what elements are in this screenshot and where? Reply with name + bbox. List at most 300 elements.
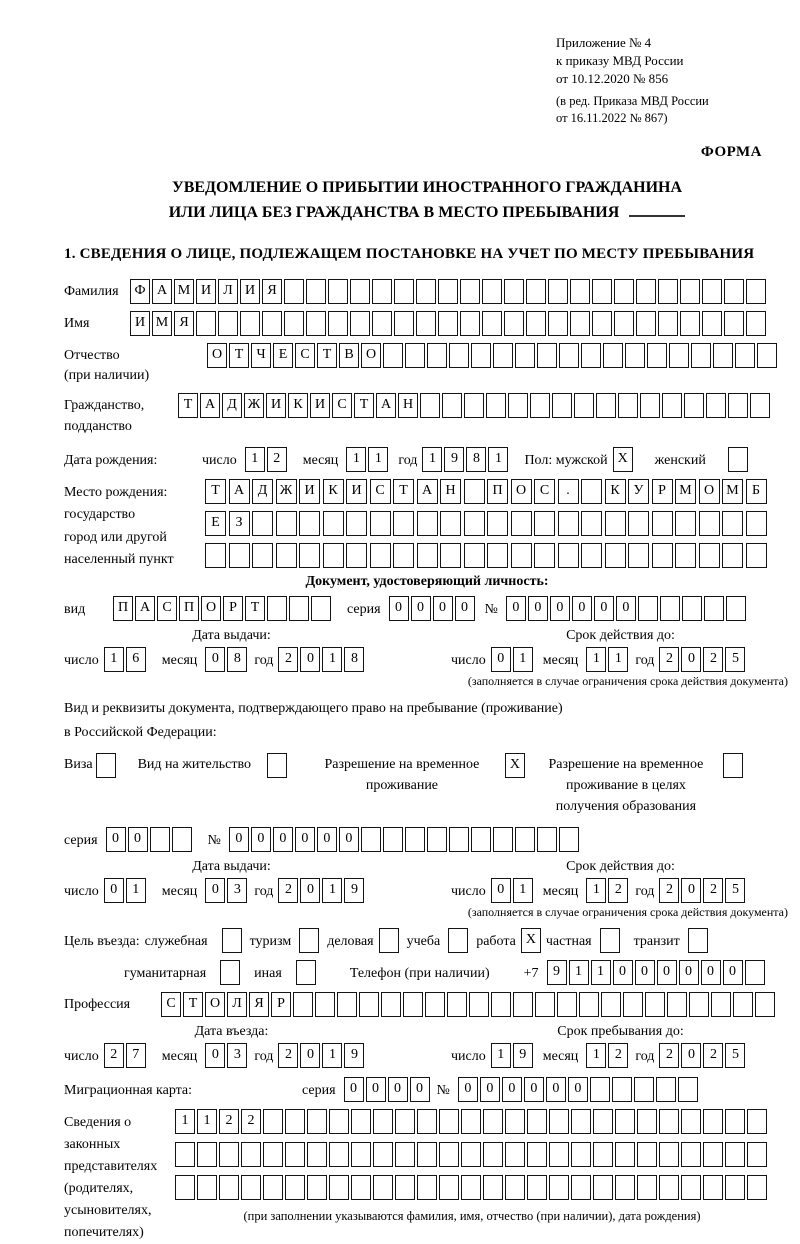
char-cell[interactable]	[240, 311, 260, 336]
char-cell[interactable]	[659, 1109, 679, 1134]
char-cell[interactable]: Ж	[244, 393, 264, 418]
char-cell[interactable]	[625, 343, 645, 368]
char-cell[interactable]: К	[323, 479, 344, 504]
char-cell[interactable]	[684, 393, 704, 418]
char-cell[interactable]	[745, 960, 765, 985]
char-cell[interactable]: А	[152, 279, 172, 304]
char-cell[interactable]	[726, 596, 746, 621]
char-cell[interactable]	[636, 279, 656, 304]
char-cell[interactable]: 5	[725, 647, 745, 672]
char-cell[interactable]	[416, 311, 436, 336]
char-cell[interactable]	[393, 543, 414, 568]
char-cell[interactable]: В	[339, 343, 359, 368]
char-cell[interactable]: И	[299, 479, 320, 504]
char-cell[interactable]	[534, 543, 555, 568]
char-cell[interactable]	[593, 1175, 613, 1200]
char-cell[interactable]	[505, 1175, 525, 1200]
char-cell[interactable]	[285, 1109, 305, 1134]
char-cell[interactable]: 0	[679, 960, 699, 985]
char-cell[interactable]	[464, 511, 485, 536]
char-cell[interactable]: П	[487, 479, 508, 504]
char-cell[interactable]	[558, 511, 579, 536]
char-cell[interactable]: Т	[183, 992, 203, 1017]
char-cell[interactable]: 0	[366, 1077, 386, 1102]
char-cell[interactable]	[638, 596, 658, 621]
char-cell[interactable]	[417, 1109, 437, 1134]
char-cell[interactable]	[689, 992, 709, 1017]
char-cell[interactable]	[645, 992, 665, 1017]
char-cell[interactable]: Т	[205, 479, 226, 504]
char-cell[interactable]	[733, 992, 753, 1017]
char-cell[interactable]	[461, 1109, 481, 1134]
char-cell[interactable]	[464, 393, 484, 418]
char-cell[interactable]	[515, 827, 535, 852]
char-cell[interactable]: 0	[317, 827, 337, 852]
char-cell[interactable]: 2	[104, 1043, 124, 1068]
char-cell[interactable]	[513, 992, 533, 1017]
char-cell[interactable]: 0	[550, 596, 570, 621]
char-cell[interactable]	[537, 827, 557, 852]
char-cell[interactable]: 0	[205, 878, 225, 903]
char-cell[interactable]	[493, 827, 513, 852]
char-cell[interactable]	[427, 827, 447, 852]
char-cell[interactable]	[218, 311, 238, 336]
char-cell[interactable]	[370, 511, 391, 536]
char-cell[interactable]	[634, 1077, 654, 1102]
char-cell[interactable]	[526, 311, 546, 336]
char-cell[interactable]: Т	[229, 343, 249, 368]
char-cell[interactable]: 9	[344, 878, 364, 903]
char-cell[interactable]	[449, 343, 469, 368]
char-cell[interactable]	[323, 511, 344, 536]
char-cell[interactable]	[241, 1175, 261, 1200]
char-cell[interactable]	[405, 827, 425, 852]
char-cell[interactable]	[527, 1109, 547, 1134]
char-cell[interactable]	[417, 1175, 437, 1200]
char-cell[interactable]: Ч	[251, 343, 271, 368]
char-cell[interactable]	[289, 596, 309, 621]
char-cell[interactable]	[346, 543, 367, 568]
char-cell[interactable]	[482, 279, 502, 304]
char-cell[interactable]	[395, 1175, 415, 1200]
char-cell[interactable]	[596, 393, 616, 418]
char-cell[interactable]: 1	[175, 1109, 195, 1134]
char-cell[interactable]: 2	[703, 647, 723, 672]
char-cell[interactable]	[267, 596, 287, 621]
char-cell[interactable]	[656, 1077, 676, 1102]
char-cell[interactable]: 2	[241, 1109, 261, 1134]
char-cell[interactable]	[623, 992, 643, 1017]
char-cell[interactable]	[416, 279, 436, 304]
char-cell[interactable]	[537, 343, 557, 368]
char-cell[interactable]	[229, 543, 250, 568]
char-cell[interactable]	[346, 511, 367, 536]
char-cell[interactable]: .	[558, 479, 579, 504]
char-cell[interactable]: 5	[725, 1043, 745, 1068]
char-cell[interactable]	[581, 511, 602, 536]
char-cell[interactable]: 0	[657, 960, 677, 985]
char-cell[interactable]: 7	[126, 1043, 146, 1068]
char-cell[interactable]: Т	[178, 393, 198, 418]
char-cell[interactable]: Т	[393, 479, 414, 504]
char-cell[interactable]	[636, 311, 656, 336]
char-cell[interactable]	[593, 1109, 613, 1134]
char-cell[interactable]	[757, 343, 777, 368]
char-cell[interactable]	[755, 992, 775, 1017]
char-cell[interactable]	[276, 511, 297, 536]
char-cell[interactable]	[197, 1142, 217, 1167]
char-cell[interactable]	[706, 393, 726, 418]
char-cell[interactable]	[615, 1142, 635, 1167]
char-cell[interactable]	[728, 393, 748, 418]
char-cell[interactable]: 0	[300, 878, 320, 903]
char-cell[interactable]: 1	[586, 878, 606, 903]
char-cell[interactable]	[581, 543, 602, 568]
char-cell[interactable]: 0	[410, 1077, 430, 1102]
purpose-study-checkbox[interactable]	[448, 928, 468, 953]
char-cell[interactable]	[464, 543, 485, 568]
char-cell[interactable]	[658, 279, 678, 304]
purpose-official-checkbox[interactable]	[222, 928, 242, 953]
char-cell[interactable]: Ф	[130, 279, 150, 304]
char-cell[interactable]	[328, 279, 348, 304]
char-cell[interactable]	[461, 1142, 481, 1167]
char-cell[interactable]	[669, 343, 689, 368]
char-cell[interactable]	[628, 543, 649, 568]
char-cell[interactable]	[559, 343, 579, 368]
char-cell[interactable]	[647, 343, 667, 368]
char-cell[interactable]: 0	[723, 960, 743, 985]
char-cell[interactable]: 0	[300, 1043, 320, 1068]
char-cell[interactable]: 0	[205, 1043, 225, 1068]
char-cell[interactable]	[263, 1142, 283, 1167]
char-cell[interactable]	[285, 1175, 305, 1200]
char-cell[interactable]: 0	[528, 596, 548, 621]
char-cell[interactable]: 1	[586, 647, 606, 672]
char-cell[interactable]: 0	[344, 1077, 364, 1102]
char-cell[interactable]	[571, 1109, 591, 1134]
char-cell[interactable]	[746, 279, 766, 304]
char-cell[interactable]	[637, 1142, 657, 1167]
char-cell[interactable]	[252, 511, 273, 536]
char-cell[interactable]	[659, 1142, 679, 1167]
char-cell[interactable]	[219, 1175, 239, 1200]
char-cell[interactable]: 0	[568, 1077, 588, 1102]
char-cell[interactable]: 1	[513, 647, 533, 672]
char-cell[interactable]	[175, 1175, 195, 1200]
char-cell[interactable]	[515, 343, 535, 368]
char-cell[interactable]	[285, 1142, 305, 1167]
char-cell[interactable]: 2	[703, 878, 723, 903]
char-cell[interactable]	[491, 992, 511, 1017]
purpose-humanitarian-checkbox[interactable]	[220, 960, 240, 985]
char-cell[interactable]	[614, 279, 634, 304]
char-cell[interactable]: Н	[440, 479, 461, 504]
char-cell[interactable]	[425, 992, 445, 1017]
char-cell[interactable]	[570, 311, 590, 336]
char-cell[interactable]	[395, 1109, 415, 1134]
char-cell[interactable]: 0	[295, 827, 315, 852]
char-cell[interactable]: Т	[317, 343, 337, 368]
char-cell[interactable]	[471, 827, 491, 852]
char-cell[interactable]	[637, 1175, 657, 1200]
char-cell[interactable]: М	[675, 479, 696, 504]
char-cell[interactable]	[351, 1142, 371, 1167]
char-cell[interactable]: Т	[354, 393, 374, 418]
char-cell[interactable]	[725, 1175, 745, 1200]
char-cell[interactable]	[724, 279, 744, 304]
char-cell[interactable]: 1	[488, 447, 508, 472]
char-cell[interactable]	[549, 1109, 569, 1134]
char-cell[interactable]: 0	[491, 878, 511, 903]
char-cell[interactable]	[263, 1175, 283, 1200]
char-cell[interactable]: О	[511, 479, 532, 504]
char-cell[interactable]: С	[370, 479, 391, 504]
char-cell[interactable]	[460, 279, 480, 304]
char-cell[interactable]	[196, 311, 216, 336]
char-cell[interactable]	[205, 543, 226, 568]
char-cell[interactable]	[735, 343, 755, 368]
char-cell[interactable]: 2	[278, 1043, 298, 1068]
char-cell[interactable]	[350, 311, 370, 336]
char-cell[interactable]	[652, 543, 673, 568]
char-cell[interactable]: Р	[652, 479, 673, 504]
char-cell[interactable]: 0	[506, 596, 526, 621]
char-cell[interactable]	[417, 511, 438, 536]
char-cell[interactable]	[307, 1142, 327, 1167]
char-cell[interactable]	[581, 343, 601, 368]
temp-residence-edu-checkbox[interactable]	[723, 753, 743, 778]
char-cell[interactable]	[682, 596, 702, 621]
char-cell[interactable]: С	[157, 596, 177, 621]
char-cell[interactable]	[483, 1142, 503, 1167]
char-cell[interactable]	[526, 279, 546, 304]
char-cell[interactable]	[605, 511, 626, 536]
char-cell[interactable]	[614, 311, 634, 336]
char-cell[interactable]	[372, 311, 392, 336]
char-cell[interactable]	[417, 1142, 437, 1167]
char-cell[interactable]	[461, 1175, 481, 1200]
char-cell[interactable]	[262, 311, 282, 336]
temp-residence-checkbox[interactable]: X	[505, 753, 525, 778]
char-cell[interactable]	[405, 343, 425, 368]
char-cell[interactable]: 8	[344, 647, 364, 672]
char-cell[interactable]	[552, 393, 572, 418]
char-cell[interactable]	[329, 1175, 349, 1200]
char-cell[interactable]: М	[722, 479, 743, 504]
char-cell[interactable]	[263, 1109, 283, 1134]
char-cell[interactable]	[460, 311, 480, 336]
sex-male-checkbox[interactable]: X	[613, 447, 633, 472]
char-cell[interactable]	[383, 343, 403, 368]
char-cell[interactable]: Я	[262, 279, 282, 304]
char-cell[interactable]	[592, 279, 612, 304]
char-cell[interactable]: Д	[222, 393, 242, 418]
char-cell[interactable]: 0	[701, 960, 721, 985]
char-cell[interactable]	[659, 1175, 679, 1200]
char-cell[interactable]	[329, 1109, 349, 1134]
char-cell[interactable]	[359, 992, 379, 1017]
char-cell[interactable]: И	[346, 479, 367, 504]
char-cell[interactable]	[558, 543, 579, 568]
char-cell[interactable]	[439, 1142, 459, 1167]
char-cell[interactable]	[660, 596, 680, 621]
char-cell[interactable]	[579, 992, 599, 1017]
char-cell[interactable]: 1	[368, 447, 388, 472]
char-cell[interactable]: И	[310, 393, 330, 418]
char-cell[interactable]: 0	[458, 1077, 478, 1102]
char-cell[interactable]: 2	[219, 1109, 239, 1134]
char-cell[interactable]	[549, 1142, 569, 1167]
char-cell[interactable]: Ж	[276, 479, 297, 504]
char-cell[interactable]	[699, 543, 720, 568]
char-cell[interactable]	[703, 1109, 723, 1134]
char-cell[interactable]	[505, 1109, 525, 1134]
char-cell[interactable]: 1	[245, 447, 265, 472]
char-cell[interactable]	[471, 343, 491, 368]
char-cell[interactable]	[559, 827, 579, 852]
char-cell[interactable]: 1	[346, 447, 366, 472]
char-cell[interactable]	[487, 543, 508, 568]
char-cell[interactable]	[393, 511, 414, 536]
char-cell[interactable]: 8	[227, 647, 247, 672]
char-cell[interactable]	[699, 511, 720, 536]
char-cell[interactable]: А	[200, 393, 220, 418]
char-cell[interactable]	[323, 543, 344, 568]
char-cell[interactable]: 0	[229, 827, 249, 852]
char-cell[interactable]	[746, 311, 766, 336]
char-cell[interactable]	[440, 543, 461, 568]
char-cell[interactable]	[483, 1109, 503, 1134]
char-cell[interactable]: 0	[273, 827, 293, 852]
char-cell[interactable]	[691, 343, 711, 368]
char-cell[interactable]: 0	[572, 596, 592, 621]
char-cell[interactable]	[618, 393, 638, 418]
char-cell[interactable]: 9	[444, 447, 464, 472]
char-cell[interactable]	[615, 1109, 635, 1134]
char-cell[interactable]	[570, 279, 590, 304]
char-cell[interactable]	[361, 827, 381, 852]
char-cell[interactable]	[493, 343, 513, 368]
char-cell[interactable]: А	[135, 596, 155, 621]
char-cell[interactable]: 1	[197, 1109, 217, 1134]
char-cell[interactable]: 2	[267, 447, 287, 472]
char-cell[interactable]: 2	[278, 647, 298, 672]
char-cell[interactable]	[284, 311, 304, 336]
char-cell[interactable]: С	[332, 393, 352, 418]
char-cell[interactable]	[703, 1142, 723, 1167]
char-cell[interactable]	[504, 311, 524, 336]
char-cell[interactable]	[284, 279, 304, 304]
char-cell[interactable]	[427, 343, 447, 368]
char-cell[interactable]	[549, 1175, 569, 1200]
char-cell[interactable]	[337, 992, 357, 1017]
char-cell[interactable]	[658, 311, 678, 336]
char-cell[interactable]	[241, 1142, 261, 1167]
char-cell[interactable]	[197, 1175, 217, 1200]
char-cell[interactable]	[351, 1109, 371, 1134]
char-cell[interactable]	[681, 1109, 701, 1134]
char-cell[interactable]	[381, 992, 401, 1017]
char-cell[interactable]	[548, 279, 568, 304]
char-cell[interactable]: 0	[205, 647, 225, 672]
residence-permit-checkbox[interactable]	[267, 753, 287, 778]
purpose-transit-checkbox[interactable]	[688, 928, 708, 953]
char-cell[interactable]	[711, 992, 731, 1017]
purpose-tourism-checkbox[interactable]	[299, 928, 319, 953]
char-cell[interactable]	[640, 393, 660, 418]
char-cell[interactable]: 0	[300, 647, 320, 672]
char-cell[interactable]	[703, 1175, 723, 1200]
char-cell[interactable]	[299, 511, 320, 536]
char-cell[interactable]: П	[113, 596, 133, 621]
char-cell[interactable]	[508, 393, 528, 418]
char-cell[interactable]	[504, 279, 524, 304]
char-cell[interactable]	[373, 1142, 393, 1167]
char-cell[interactable]: 0	[128, 827, 148, 852]
char-cell[interactable]	[383, 827, 403, 852]
char-cell[interactable]: 0	[106, 827, 126, 852]
char-cell[interactable]	[681, 1142, 701, 1167]
char-cell[interactable]	[615, 1175, 635, 1200]
char-cell[interactable]	[605, 543, 626, 568]
char-cell[interactable]	[373, 1175, 393, 1200]
char-cell[interactable]: 2	[703, 1043, 723, 1068]
char-cell[interactable]	[534, 511, 555, 536]
char-cell[interactable]	[487, 511, 508, 536]
char-cell[interactable]	[373, 1109, 393, 1134]
char-cell[interactable]: 0	[681, 647, 701, 672]
char-cell[interactable]: 0	[546, 1077, 566, 1102]
char-cell[interactable]	[505, 1142, 525, 1167]
char-cell[interactable]	[750, 393, 770, 418]
char-cell[interactable]	[449, 827, 469, 852]
char-cell[interactable]: 0	[389, 596, 409, 621]
char-cell[interactable]: 0	[455, 596, 475, 621]
char-cell[interactable]	[527, 1175, 547, 1200]
char-cell[interactable]	[590, 1077, 610, 1102]
char-cell[interactable]: 5	[725, 878, 745, 903]
char-cell[interactable]	[747, 1142, 767, 1167]
char-cell[interactable]: А	[376, 393, 396, 418]
char-cell[interactable]: 1	[491, 1043, 511, 1068]
char-cell[interactable]: 1	[513, 878, 533, 903]
char-cell[interactable]: 1	[322, 647, 342, 672]
char-cell[interactable]	[306, 279, 326, 304]
char-cell[interactable]: П	[179, 596, 199, 621]
char-cell[interactable]	[439, 1175, 459, 1200]
char-cell[interactable]	[350, 279, 370, 304]
char-cell[interactable]	[307, 1175, 327, 1200]
char-cell[interactable]	[482, 311, 502, 336]
char-cell[interactable]	[276, 543, 297, 568]
char-cell[interactable]: 1	[569, 960, 589, 985]
char-cell[interactable]: 0	[433, 596, 453, 621]
char-cell[interactable]	[724, 311, 744, 336]
char-cell[interactable]: М	[174, 279, 194, 304]
char-cell[interactable]: Н	[398, 393, 418, 418]
char-cell[interactable]	[557, 992, 577, 1017]
char-cell[interactable]	[440, 511, 461, 536]
char-cell[interactable]	[601, 992, 621, 1017]
char-cell[interactable]: Я	[249, 992, 269, 1017]
char-cell[interactable]: Л	[218, 279, 238, 304]
char-cell[interactable]	[395, 1142, 415, 1167]
char-cell[interactable]	[315, 992, 335, 1017]
char-cell[interactable]	[311, 596, 331, 621]
char-cell[interactable]	[511, 511, 532, 536]
char-cell[interactable]	[628, 511, 649, 536]
